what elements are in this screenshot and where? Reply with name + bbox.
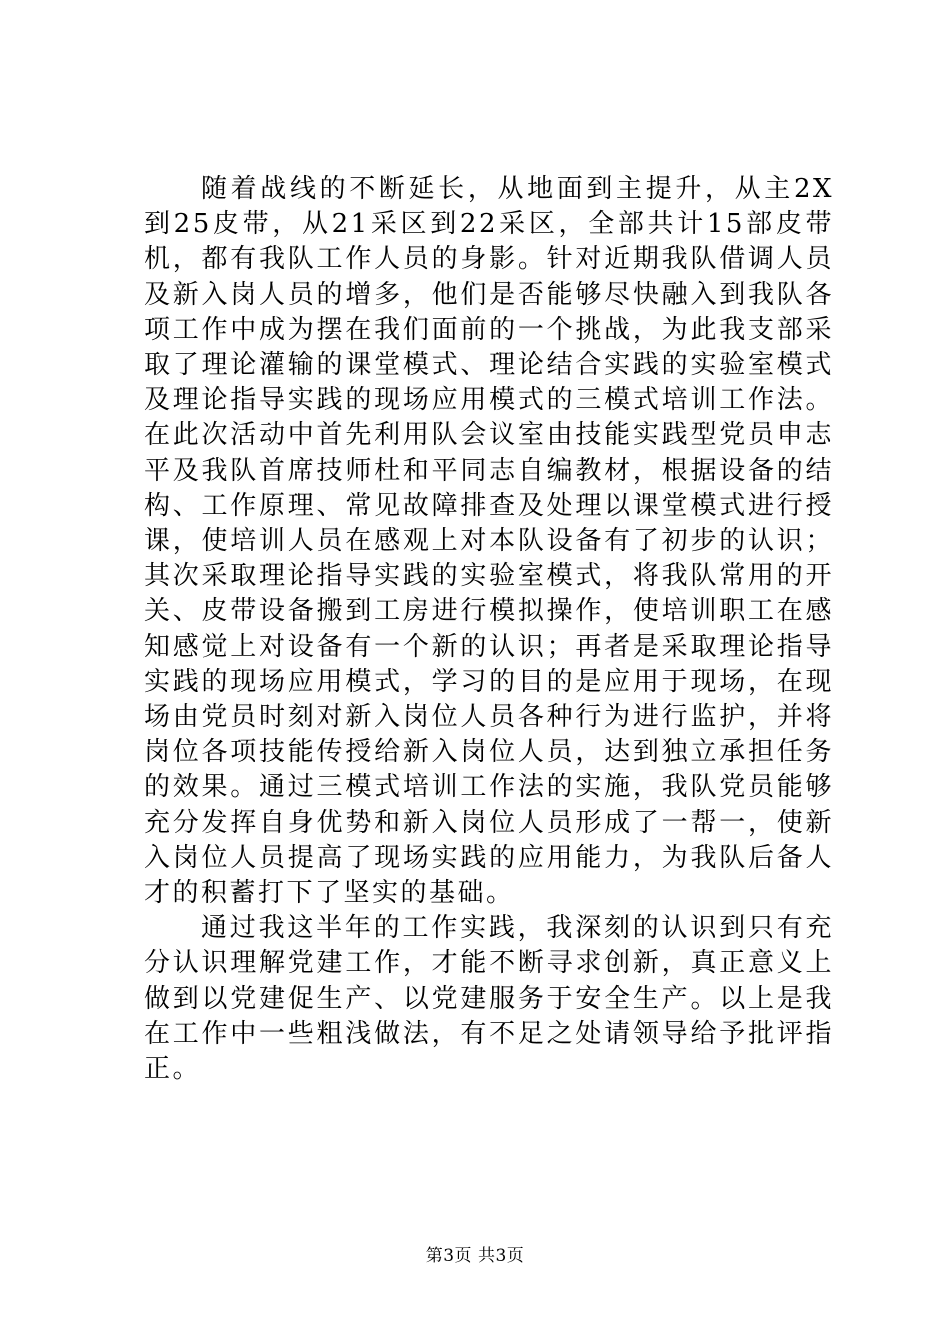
body-paragraph-1: 随着战线的不断延长，从地面到主提升，从主2X到25皮带，从21采区到22采区，全部共计15部皮带机，都有我队工作人员的身影。针对近期我队借调人员及新入岗人员的增多，他们是否能够尽快融入到我队各项工作中成为摆在我们面前的一个挑战，为此我支部采取了理论灌输的课堂模式、理论结合实践的实验室模式及理论指导实践的现场应用模式的三模式培训工作法。在此次活动中首先利用队会议室由技能实践型党员申志平及我队首席技师杜和平同志自编教材，根据设备的结构、工作原理、常见故障排查及处理以课堂模式进行授课，使培训人员在感观上对本队设备有了初步的认识；其次采取理论指导实践的实验室模式，将我队常用的开关、皮带设备搬到工房进行模拟操作，使培训职工在感知感觉上对设备有一个新的认识；再者是采取理论指导实践的现场应用模式，学习的目的是应用于现场，在现场由党员时刻对新入岗位人员各种行为进行监护，并将岗位各项技能传授给新入岗位人员，达到独立承担任务的效果。通过三模式培训工作法的实施，我队党员能够充分发挥自身优势和新入岗位人员形成了一帮一，使新入岗位人员提高了现场实践的应用能力，为我队后备人才的积蓄打下了坚实的基础。 bbox=[144, 174, 834, 909]
document-body bbox=[144, 172, 834, 1087]
page-number-footer: 第3页 共3页 bbox=[425, 1246, 525, 1266]
body-paragraph-2: 通过我这半年的工作实践，我深刻的认识到只有充分认识理解党建工作，才能不断寻求创新，真正意义上做到以党建促生产、以党建服务于安全生产。以上是我在工作中一些粗浅做法，有不足之处请领导给予批评指正。 bbox=[144, 913, 834, 1085]
